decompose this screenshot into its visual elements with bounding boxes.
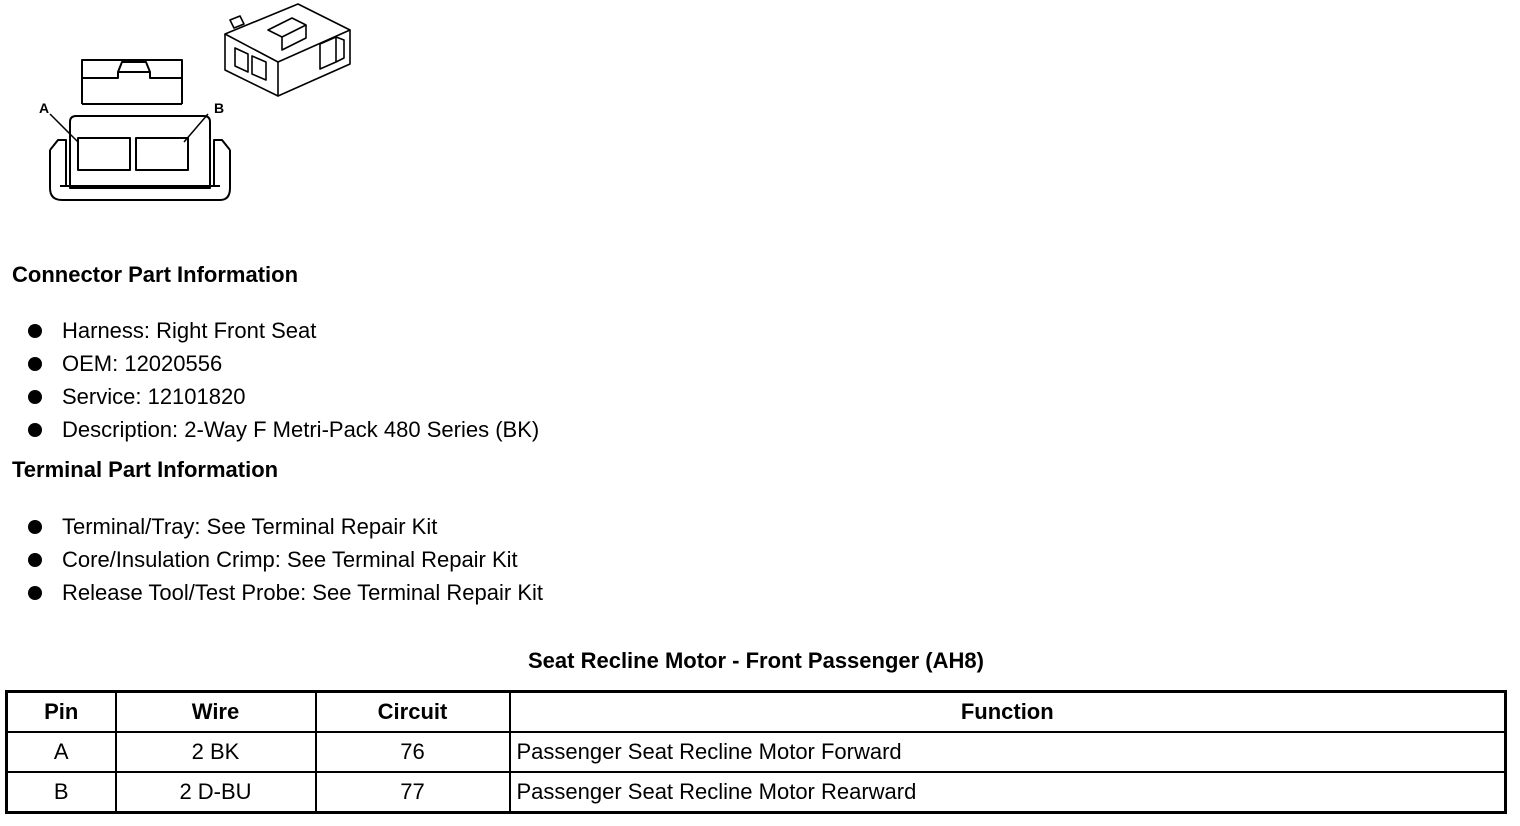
column-header-pin: Pin (7, 692, 116, 733)
bullet-icon (28, 586, 42, 600)
table-title: Seat Recline Motor - Front Passenger (AH8) (528, 648, 984, 673)
cell-circuit: 77 (316, 772, 510, 813)
cell-function: Passenger Seat Recline Motor Rearward (510, 772, 1506, 813)
pin-table (5, 690, 1507, 814)
list-item (28, 543, 543, 576)
column-header-wire: Wire (116, 692, 316, 733)
table-header-row (7, 692, 1506, 733)
list-item-text: Harness: Right Front Seat (62, 318, 317, 343)
column-header-circuit: Circuit (316, 692, 510, 733)
connector-illustration (30, 0, 370, 215)
list-item (28, 576, 543, 609)
connector-face-view (50, 60, 230, 200)
cell-circuit: 76 (316, 732, 510, 772)
list-item-text: Service: 12101820 (62, 384, 246, 409)
terminal-info-heading: Terminal Part Information (12, 457, 279, 482)
list-item-text: Terminal/Tray: See Terminal Repair Kit (62, 514, 438, 539)
cell-function: Passenger Seat Recline Motor Forward (510, 732, 1506, 772)
bullet-icon (28, 423, 42, 437)
connector-isometric-view (225, 4, 350, 96)
bullet-icon (28, 390, 42, 404)
table-row (7, 732, 1506, 772)
column-header-function: Function (510, 692, 1506, 733)
bullet-icon (28, 357, 42, 371)
list-item (28, 510, 543, 543)
list-item (28, 347, 539, 380)
terminal-info-list (28, 510, 543, 609)
list-item-text: OEM: 12020556 (62, 351, 223, 376)
cell-wire: 2 D-BU (116, 772, 316, 813)
connector-info-heading: Connector Part Information (12, 262, 299, 287)
pin-b-label: B (214, 100, 225, 116)
cell-pin: B (7, 772, 116, 813)
list-item-text: Description: 2-Way F Metri-Pack 480 Series (BK) (62, 417, 540, 442)
list-item-text: Release Tool/Test Probe: See Terminal Repair Kit (62, 580, 543, 605)
table-row (7, 772, 1506, 813)
pin-a-label: A (39, 100, 50, 116)
list-item (28, 380, 539, 413)
connector-info-list (28, 314, 539, 446)
list-item (28, 314, 539, 347)
bullet-icon (28, 324, 42, 338)
bullet-icon (28, 520, 42, 534)
bullet-icon (28, 553, 42, 567)
cell-pin: A (7, 732, 116, 772)
list-item-text: Core/Insulation Crimp: See Terminal Repair Kit (62, 547, 518, 572)
list-item (28, 413, 539, 446)
cell-wire: 2 BK (116, 732, 316, 772)
